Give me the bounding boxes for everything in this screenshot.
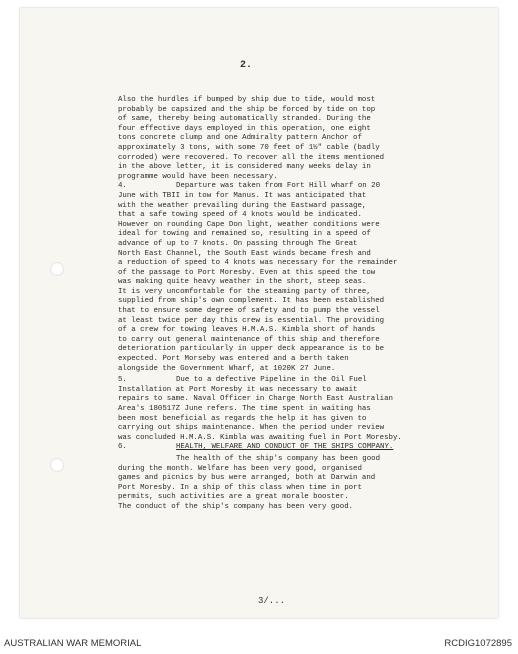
- text-line: Area's 180517Z June refers. The time spent in waiting has: [118, 405, 371, 413]
- text-line: been most beneficial as regards the help it has given to: [118, 414, 367, 423]
- text-line: Port Moresby. In a ship of this class when time in port: [118, 483, 362, 492]
- text-line: expected. Port Morseby was entered and a berth taken: [118, 355, 349, 364]
- paragraph-6-heading: [118, 443, 500, 453]
- text-line: permits, such activities are a great morale booster.: [118, 493, 349, 502]
- paragraph-6-body: [118, 455, 500, 513]
- text-line: supplied from ship's own complement. It has been established: [118, 297, 385, 306]
- text-line: that to ensure some degree of safety and to pump the vessel: [118, 307, 380, 316]
- text-line: programme would have been necessary.: [118, 172, 278, 181]
- punch-hole: [50, 262, 64, 276]
- continuation-marker: 3/...: [258, 596, 286, 606]
- paragraph-first-line: [118, 376, 500, 386]
- paragraph-5: [118, 376, 500, 443]
- text-line: The conduct of the ship's company has been very good.: [118, 502, 354, 511]
- text-line: corroded) were recovered. To recover all the items mentioned: [118, 153, 385, 162]
- text-line: of the passage to Port Moresby. Even at this speed the tow: [118, 268, 376, 277]
- section-heading-line: [118, 443, 500, 453]
- text-line: alongside the Government Wharf, at 1020K 27 June.: [118, 364, 336, 373]
- text-line: However on rounding Cape Don light, weather conditions were: [118, 220, 380, 229]
- text-line: ideal for towing and remained so, resulting in a speed of: [118, 230, 371, 239]
- text-line: advance of up to 7 knots. On passing through The Great: [118, 239, 358, 248]
- text-line: Installation at Port Moresby it was necessary to await: [118, 385, 358, 394]
- text-line: tons concrete clump and one Admiralty pattern Anchor of: [118, 134, 362, 143]
- paragraph-number: 6.: [118, 443, 127, 452]
- text-line: of same, thereby being automatically stranded. During the: [118, 115, 371, 124]
- text-line: at least twice per day this crew is essential. The providing: [118, 316, 385, 325]
- text-line: was making quite heavy weather in the short, steep seas.: [118, 278, 367, 287]
- text-line: in the above letter, it is considered many weeks delay in: [118, 163, 371, 172]
- text-line: games and picnics by bus were arranged, both at Darwin and: [118, 474, 376, 483]
- record-id: RCDIG1072895: [444, 638, 512, 649]
- text-line: that a safe towing speed of 4 knots would be indicated.: [118, 211, 362, 220]
- paragraph-number: 4.: [118, 182, 127, 191]
- text-line: approximately 3 tons, with some 70 feet of 1½" cable (badly: [118, 143, 380, 152]
- paragraph-4: [118, 182, 500, 374]
- text-line: carrying out ships maintenance. When the period under review: [118, 424, 385, 433]
- paragraph-number: 5.: [118, 376, 127, 385]
- text-line: North East Channel, the South East winds became fresh and: [118, 249, 371, 258]
- text-line: repairs to same. Naval Officer in Charge North East Australian: [118, 395, 393, 404]
- section-heading: HEALTH, WELFARE AND CONDUCT OF THE SHIPS COMPANY.: [176, 443, 394, 452]
- text-line: to carry out general maintenance of this ship and therefore: [118, 335, 380, 344]
- archive-credit: AUSTRALIAN WAR MEMORIAL: [4, 638, 142, 649]
- punch-hole: [50, 458, 64, 472]
- text-line: of a crew for towing leaves H.M.A.S. Kimbla short of hands: [118, 326, 376, 335]
- text-line: during the month. Welfare has been very good, organised: [118, 464, 362, 473]
- document-body: [118, 96, 500, 513]
- text-line: June with TBII in tow for Manus. It was anticipated that: [118, 191, 367, 200]
- text-line: probably be capsized and the ship be forced by tide on top: [118, 105, 376, 114]
- text-line: The health of the ship's company has been good: [176, 454, 381, 463]
- page-number: 2.: [240, 60, 253, 71]
- text-line: Also the hurdles if bumped by ship due to tide, would most: [118, 96, 376, 104]
- text-line: four effective days employed in this operation, one eight: [118, 124, 371, 133]
- paragraph-first-line: [118, 182, 500, 192]
- text-line: Departure was taken from Fort Hill wharf on 20: [176, 182, 381, 191]
- text-line: a reduction of speed to 4 knots was necessary for the remainder: [118, 259, 398, 268]
- text-line: was concluded H.M.A.S. Kimbla was awaiting fuel in Port Moresby.: [118, 433, 402, 442]
- text-line: It is very uncomfortable for the steaming party of three,: [118, 287, 371, 296]
- text-line: deterioration particularly in upper deck appearance is to be: [118, 345, 385, 354]
- paragraph-continued: [118, 96, 500, 182]
- text-line: Due to a defective Pipeline in the Oil Fuel: [176, 376, 367, 385]
- text-line: with the weather prevailing during the Eastward passage,: [118, 201, 367, 210]
